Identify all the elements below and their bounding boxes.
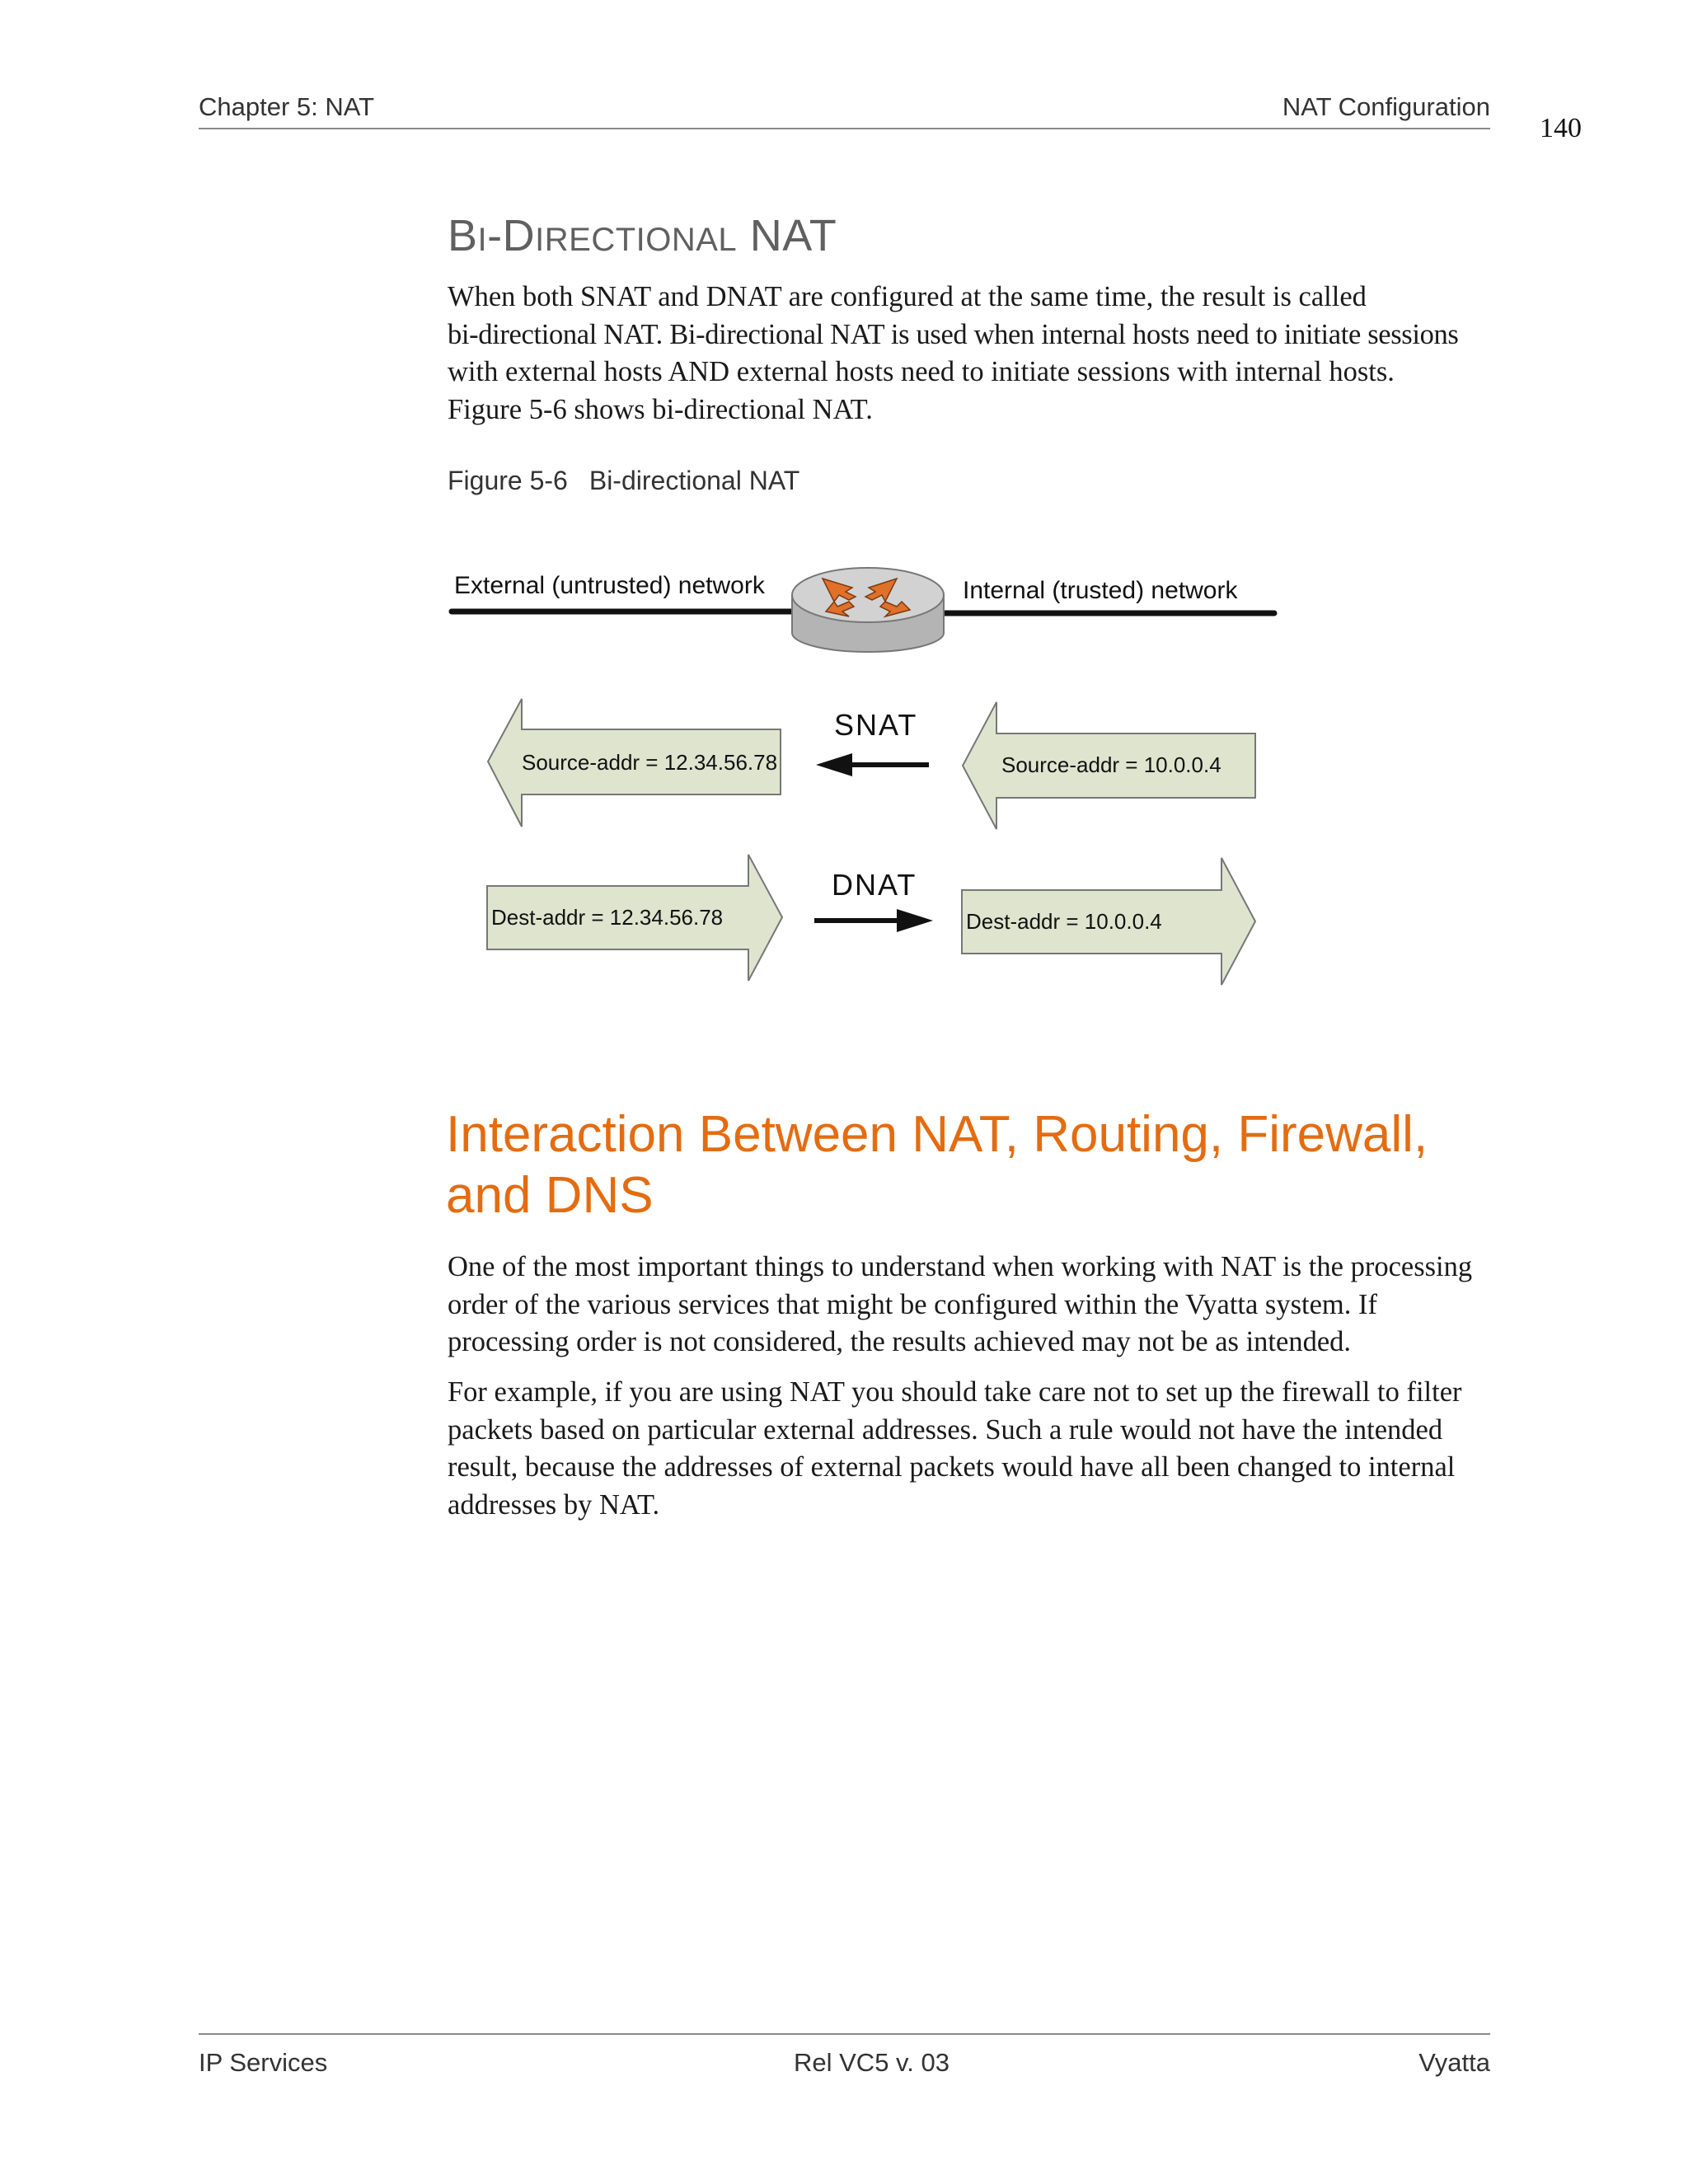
snat-right-label: Source-addr = 10.0.0.4	[1001, 752, 1221, 777]
section-heading-interaction: Interaction Between NAT, Routing, Firewall, and DNS	[446, 1106, 1428, 1224]
text-line: One of the most important things to understand when working with NAT is the processing	[448, 1251, 1473, 1282]
external-network-label: External (untrusted) network	[454, 572, 765, 599]
text-line: packets based on particular external addresses. Such a rule would not have the intended	[448, 1413, 1443, 1446]
text-line: bi-directional NAT. Bi-directional NAT is used when internal hosts need to initiate sessions	[448, 318, 1459, 350]
text-line: order of the various services that might be configured within the Vyatta system. If	[448, 1288, 1377, 1320]
dnat-arrowhead	[897, 909, 933, 932]
snat-left-label: Source-addr = 12.34.56.78	[522, 750, 778, 775]
section-heading: BI-DIRECTIONAL NAT	[448, 211, 837, 260]
firewall-example-paragraph	[448, 1374, 1498, 1524]
dnat-label: DNAT	[832, 868, 917, 902]
footer-left: IP Services	[199, 2048, 328, 2077]
text-line: addresses by NAT.	[448, 1488, 660, 1521]
snat-label: SNAT	[834, 708, 918, 742]
text-line: For example, if you are using NAT you should take care not to set up the firewall to filter	[448, 1376, 1462, 1408]
snat-arrowhead	[816, 753, 852, 776]
running-header-section: NAT Configuration	[1282, 92, 1490, 121]
figure-number: Figure 5-6	[448, 466, 568, 495]
footer-rule	[199, 2033, 1490, 2035]
text-line: Figure 5-6 shows bi-directional NAT.	[448, 393, 873, 425]
internal-network-label: Internal (trusted) network	[963, 577, 1238, 604]
running-header-chapter: Chapter 5: NAT	[199, 92, 375, 121]
page-number: 140	[1540, 113, 1582, 143]
dnat-left-label: Dest-addr = 12.34.56.78	[491, 905, 724, 930]
figure-title: Bi-directional NAT	[588, 466, 800, 495]
router-icon	[792, 568, 944, 652]
footer-right: Vyatta	[1418, 2048, 1490, 2077]
text-line: with external hosts AND external hosts need to initiate sessions with internal hosts.	[448, 356, 1395, 387]
text-line: processing order is not considered, the results achieved may not be as intended.	[448, 1326, 1352, 1357]
processing-order-paragraph	[448, 1249, 1498, 1361]
dnat-right-label: Dest-addr = 10.0.0.4	[966, 909, 1162, 934]
footer-center: Rel VC5 v. 03	[794, 2048, 950, 2077]
text-line: result, because the addresses of external packets would have all been changed to internal	[448, 1451, 1456, 1483]
text-line: When both SNAT and DNAT are configured at the same time, the result is called	[448, 281, 1367, 312]
